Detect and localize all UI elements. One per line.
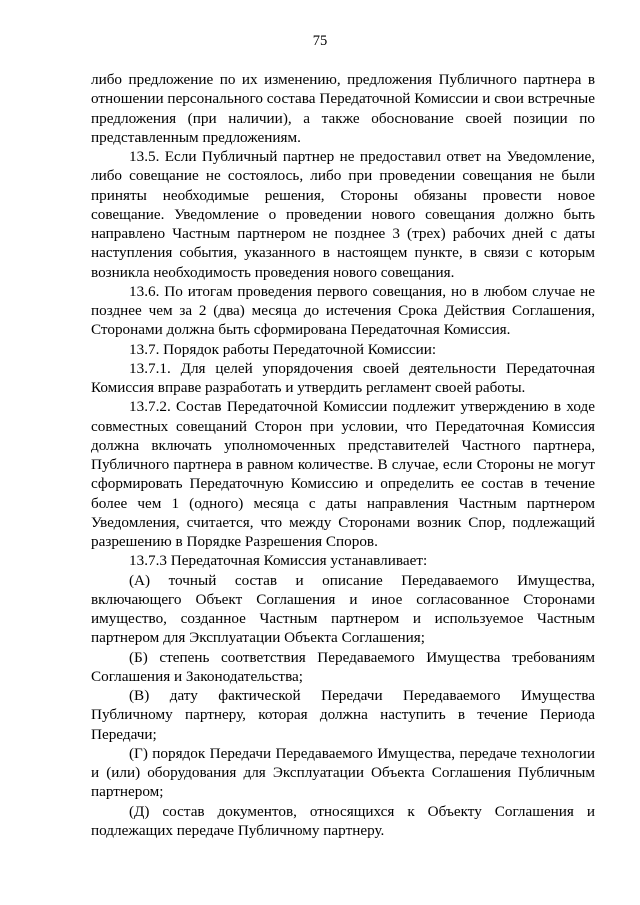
paragraph-13-7-3: 13.7.3 Передаточная Комиссия устанавливает: <box>129 552 428 570</box>
document-body <box>91 70 595 840</box>
list-item-g: (Г) порядок Передачи Передаваемого Имущества, передаче технологии и (или) оборудования для Эксплуатации Объекта Соглашения Публичным партнером; <box>91 744 595 801</box>
page-number: 75 <box>312 33 328 49</box>
paragraph-13-7: 13.7. Порядок работы Передаточной Комиссии: <box>129 340 437 358</box>
list-item-d: (Д) состав документов, относящихся к Объекту Соглашения и подлежащих передаче Публичному партнеру. <box>91 802 595 839</box>
paragraph-13-7-1: 13.7.1. Для целей упорядочения своей деятельности Передаточная Комиссия вправе разработать и утвердить регламент своей работы. <box>91 359 595 396</box>
list-item-a: (А) точный состав и описание Передаваемого Имущества, включающего Объект Соглашения и иное согласованное Сторонами имущество, созданное Частным партнером и используемое Частным партнером для Эксплуатации Объекта Соглашения; <box>91 571 595 647</box>
list-item-b: (Б) степень соответствия Передаваемого Имущества требованиям Соглашения и Законодательства; <box>91 648 595 685</box>
paragraph-continuation: либо предложение по их изменению, предложения Публичного партнера в отношении персонального состава Передаточной Комиссии и свои встречные предложения (при наличии), а также обоснование своей позиции по представленным предложениям. <box>91 71 595 146</box>
list-item-v: (В) дату фактической Передачи Передаваемого Имущества Публичному партнеру, которая должна наступить в течение Периода Передачи; <box>91 687 595 743</box>
paragraph-13-6: 13.6. По итогам проведения первого совещания, но в любом случае не позднее чем за 2 (два) месяца до истечения Срока Действия Соглашения, Сторонами должна быть сформирована Передаточная Комиссия. <box>91 282 595 339</box>
paragraph-13-5: 13.5. Если Публичный партнер не предоставил ответ на Уведомление, либо совещание не состоялось, либо при проведении совещания не были приняты необходимые решения, Стороны обязаны провести новое совещание. Уведомление о проведении нового совещания должно быть направлено Частным партнером не позднее 3 (трех) рабочих дней с даты наступления события, указанного в настоящем пункте, в связи с которым возникла необходимость проведения нового совещания. <box>91 148 595 281</box>
paragraph-13-7-2: 13.7.2. Состав Передаточной Комиссии подлежит утверждению в ходе совместных совещаний Сторон при условии, что Передаточная Комиссия должна включать уполномоченных представителей Частного партнера, Публичного партнера в равном количестве. В случае, если Стороны не могут сформировать Передаточную Комиссию и определить ее состав в течение более чем 1 (одного) месяца с даты направления Частным партнером Уведомления, считается, что между Сторонами возник Спор, подлежащий разрешению в Порядке Разрешения Споров. <box>91 398 595 550</box>
